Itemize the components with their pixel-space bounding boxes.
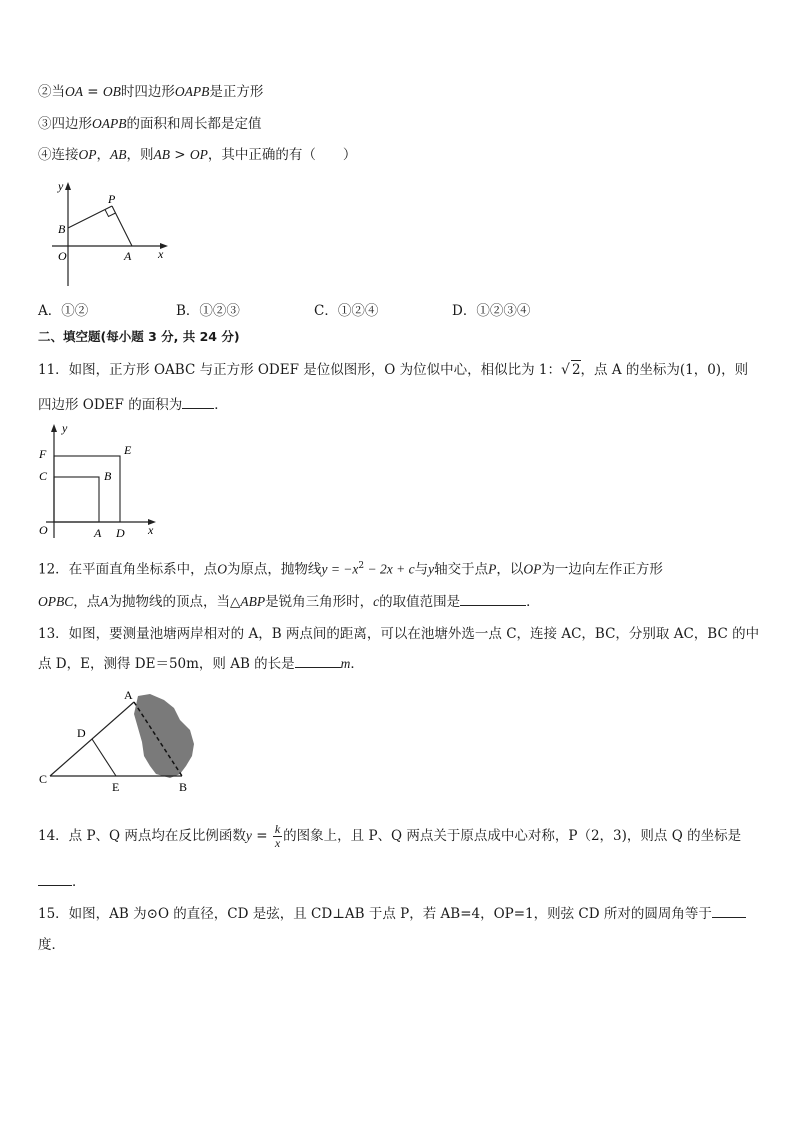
q13-label-c: C bbox=[39, 772, 48, 786]
q11-label-f: F bbox=[39, 447, 47, 461]
q13-label-d: D bbox=[77, 726, 86, 740]
q12-line-2: OPBC，点A为抛物线的顶点，当△ABP是锐角三角形时，c的取值范围是 ． bbox=[38, 594, 540, 610]
q13-line-1: 13．如图，要测量池塘两岸相对的 A，B 两点间的距离，可以在池塘外选一点 C，连接 AC，BC，分别取 AC，BC 的中 bbox=[38, 626, 760, 642]
q10-label-a: A bbox=[124, 249, 132, 263]
q10-label-b: B bbox=[58, 222, 66, 236]
q10-statement-4: ④连接OP，AB，则AB > OP，其中正确的有（ ） bbox=[38, 147, 357, 163]
q14-answer-blank[interactable] bbox=[38, 873, 72, 886]
q14-fraction: $\frac{k}{x}$ bbox=[274, 822, 281, 850]
q11-label-a: A bbox=[94, 526, 102, 540]
q12-answer-blank[interactable] bbox=[460, 593, 526, 606]
q10-label-x: x bbox=[158, 247, 164, 261]
q10-option-d[interactable]: D．①②③④ bbox=[452, 303, 531, 319]
q13-answer-blank[interactable] bbox=[295, 655, 341, 668]
q11-label-y: y bbox=[62, 421, 68, 435]
q10-label-y: y bbox=[58, 179, 64, 193]
q10-label-o: O bbox=[58, 249, 67, 263]
q11-figure bbox=[34, 420, 174, 542]
q10-option-a[interactable]: A．①② bbox=[38, 303, 89, 319]
q12-line-1: 12．在平面直角坐标系中，点O为原点，抛物线$y = -x^2 - 2x + c$与y轴交于点P，以OP为一边向左作正方形 bbox=[38, 561, 663, 578]
q10-option-c[interactable]: C．①②④ bbox=[314, 303, 379, 319]
q10-label-p: P bbox=[108, 192, 116, 206]
q10-y-arrow bbox=[65, 182, 71, 190]
q13-line-2: 点 D，E，测得 DE＝50m，则 AB 的长是 m． bbox=[38, 656, 364, 672]
q13-figure bbox=[34, 686, 204, 796]
q10-segment-pa bbox=[112, 206, 132, 246]
q10-figure bbox=[50, 178, 180, 288]
q15-line-2: 度． bbox=[38, 937, 65, 953]
q13-label-e: E bbox=[112, 780, 120, 794]
q11-label-o: O bbox=[39, 523, 48, 537]
q14-line-1: 14．点 P、Q 两点均在反比例函数y = $\frac{k}{x}$ 的图象上，且 P、Q 两点关于原点成中心对称，P（2，3)，则点 Q 的坐标是 bbox=[38, 822, 742, 850]
q10-statement-3: ③四边形OAPB的面积和周长都是定值 bbox=[38, 116, 262, 132]
q15-line-1: 15．如图，AB 为⊙O 的直径，CD 是弦，且 CD⊥AB 于点 P，若 AB=4，OP=1，则弦 CD 所对的圆周角等于 bbox=[38, 905, 746, 923]
q11-label-x: x bbox=[148, 523, 154, 537]
q11-y-arrow bbox=[51, 424, 57, 432]
q11-sqrt: 2 bbox=[571, 362, 581, 378]
q11-answer-blank[interactable] bbox=[182, 396, 214, 409]
q13-pond bbox=[134, 694, 194, 778]
q11-square-odef bbox=[54, 456, 120, 522]
section-2-title: 二、填空题(每小题 3 分, 共 24 分) bbox=[38, 329, 240, 344]
q13-label-b: B bbox=[179, 780, 188, 794]
q14-line-2: ． bbox=[38, 873, 86, 891]
q11-label-d: D bbox=[116, 526, 125, 540]
q11-line-1: 11．如图，正方形 OABC 与正方形 ODEF 是位似图形，O 为位似中心，相似比为 1：√ 2，点 A 的坐标为(1，0)，则 bbox=[38, 362, 749, 378]
q15-answer-blank[interactable] bbox=[712, 905, 746, 918]
q11-label-e: E bbox=[124, 443, 132, 457]
q11-square-oabc bbox=[54, 477, 99, 522]
q11-label-b: B bbox=[104, 469, 112, 483]
q11-line-2: 四边形 ODEF 的面积为 ． bbox=[38, 397, 228, 413]
q11-label-c: C bbox=[39, 469, 48, 483]
q10-statement-2: ②当OA = OB时四边形OAPB是正方形 bbox=[38, 84, 264, 100]
q13-label-a: A bbox=[124, 688, 133, 702]
q10-option-b[interactable]: B．①②③ bbox=[176, 303, 240, 319]
q13-segment-de bbox=[92, 739, 116, 776]
